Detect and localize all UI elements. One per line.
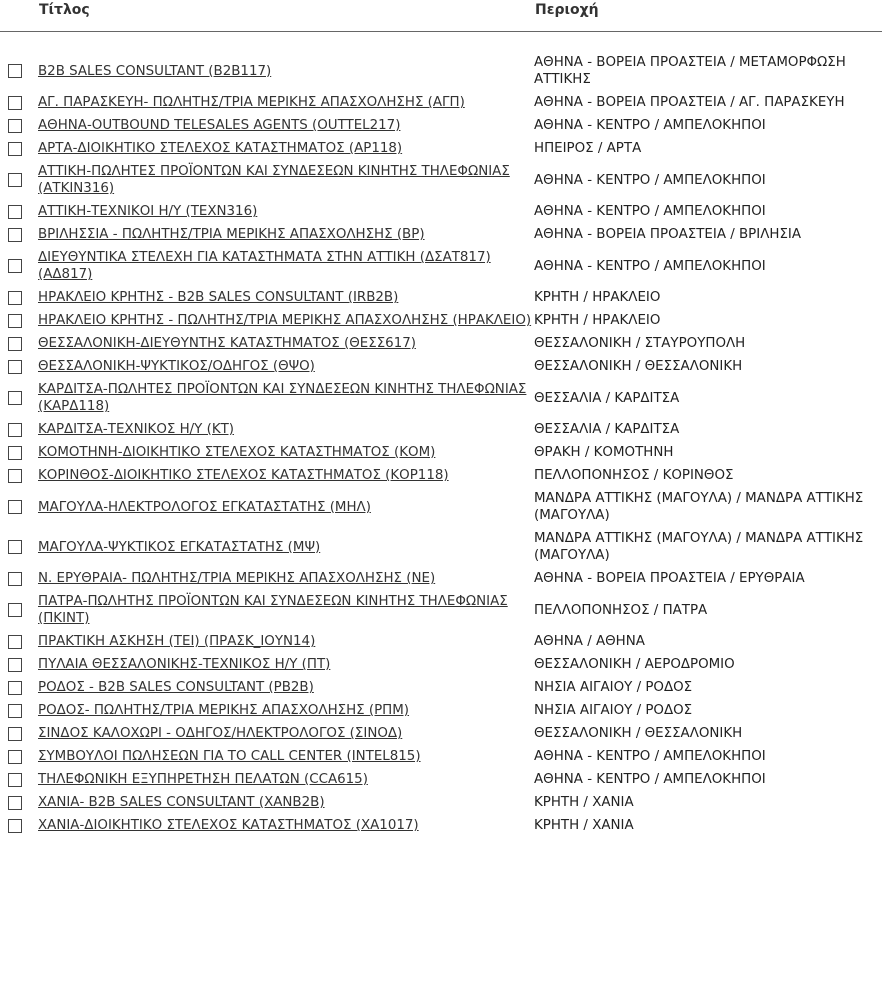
job-region: ΜΑΝΔΡΑ ΑΤΤΙΚΗΣ (ΜΑΓΟΥΛΑ) / ΜΑΝΔΡΑ ΑΤΤΙΚΗΣ (ΜΑΓΟΥΛΑ) — [534, 531, 864, 563]
table-row — [0, 814, 882, 837]
job-region: ΑΘΗΝΑ - ΚΕΝΤΡΟ / ΑΜΠΕΛΟΚΗΠΟΙ — [534, 772, 766, 787]
row-checkbox[interactable] — [8, 259, 22, 273]
job-title-link[interactable]: ΠΡΑΚΤΙΚΗ ΑΣΚΗΣΗ (ΤΕΙ) (ΠΡΑΣΚ_ΙΟΥΝ14) — [38, 634, 316, 649]
job-region: ΘΕΣΣΑΛΟΝΙΚΗ / ΑΕΡΟΔΡΟΜΙΟ — [534, 657, 735, 672]
row-checkbox[interactable] — [8, 142, 22, 156]
job-region: ΚΡΗΤΗ / ΧΑΝΙΑ — [534, 818, 634, 833]
row-checkbox[interactable] — [8, 635, 22, 649]
job-region: ΑΘΗΝΑ - ΒΟΡΕΙΑ ΠΡΟΑΣΤΕΙΑ / ΑΓ. ΠΑΡΑΣΚΕΥΗ — [534, 95, 845, 110]
job-title-link[interactable]: ΑΤΤΙΚΗ-ΠΩΛΗΤΕΣ ΠΡΟΪΟΝΤΩΝ ΚΑΙ ΣΥΝΔΕΣΕΩΝ ΚΙΝΗΤΗΣ ΤΗΛΕΦΩΝΙΑΣ (ΑΤΚΙΝ316) — [38, 164, 510, 196]
job-title-link[interactable]: ΧΑΝΙΑ-ΔΙΟΙΚΗΤΙΚΟ ΣΤΕΛΕΧΟΣ ΚΑΤΑΣΤΗΜΑΤΟΣ (ΧΑ1017) — [38, 818, 419, 833]
job-region: ΑΘΗΝΑ - ΚΕΝΤΡΟ / ΑΜΠΕΛΟΚΗΠΟΙ — [534, 258, 766, 274]
job-title-link[interactable]: ΡΟΔΟΣ - B2B SALES CONSULTANT (ΡΒ2Β) — [38, 680, 314, 695]
job-region: ΗΠΕΙΡΟΣ / ΑΡΤΑ — [534, 141, 642, 156]
row-checkbox[interactable] — [8, 423, 22, 437]
job-region: ΠΕΛΛΟΠΟΝΗΣΟΣ / ΠΑΤΡΑ — [534, 602, 708, 618]
row-checkbox[interactable] — [8, 773, 22, 787]
row-checkbox[interactable] — [8, 337, 22, 351]
table-row — [0, 567, 882, 590]
table-row — [0, 246, 882, 286]
table-row — [0, 200, 882, 223]
row-checkbox[interactable] — [8, 173, 22, 187]
table-row — [0, 464, 882, 487]
row-checkbox[interactable] — [8, 540, 22, 554]
row-checkbox[interactable] — [8, 96, 22, 110]
table-row — [0, 378, 882, 418]
row-checkbox[interactable] — [8, 391, 22, 405]
table-row — [0, 332, 882, 355]
job-title-link[interactable]: ΘΕΣΣΑΛΟΝΙΚΗ-ΔΙΕΥΘΥΝΤΗΣ ΚΑΤΑΣΤΗΜΑΤΟΣ (ΘΕΣΣ617) — [38, 336, 416, 351]
table-row — [0, 676, 882, 699]
table-row — [0, 418, 882, 441]
job-title-link[interactable]: ΧΑΝΙΑ- B2B SALES CONSULTANT (ΧΑΝΒ2Β) — [38, 795, 325, 810]
job-region: ΠΕΛΛΟΠΟΝΗΣΟΣ / ΚΟΡΙΝΘΟΣ — [534, 468, 734, 483]
table-header — [0, 0, 882, 32]
job-title-link[interactable]: ΑΤΤΙΚΗ-ΤΕΧΝΙΚΟΙ Η/Υ (ΤΕΧΝ316) — [38, 204, 258, 219]
job-title-link[interactable]: ΜΑΓΟΥΛΑ-ΨΥΚΤΙΚΟΣ ΕΓΚΑΤΑΣΤΑΤΗΣ (ΜΨ) — [38, 539, 321, 555]
table-row — [0, 91, 882, 114]
job-region: ΚΡΗΤΗ / ΗΡΑΚΛΕΙΟ — [534, 313, 661, 328]
job-region: ΑΘΗΝΑ - ΒΟΡΕΙΑ ΠΡΟΑΣΤΕΙΑ / ΜΕΤΑΜΟΡΦΩΣΗ ΑΤΤΙΚΗΣ — [534, 55, 846, 87]
table-row — [0, 309, 882, 332]
job-title-link[interactable]: ΣΥΜΒΟΥΛΟΙ ΠΩΛΗΣΕΩΝ ΓΙΑ ΤΟ CALL CENTER (INTEL815) — [38, 749, 421, 764]
row-checkbox[interactable] — [8, 314, 22, 328]
table-row — [0, 137, 882, 160]
job-title-link[interactable]: ΤΗΛΕΦΩΝΙΚΗ ΕΞΥΠΗΡΕΤΗΣΗ ΠΕΛΑΤΩΝ (CCA615) — [38, 772, 368, 787]
table-row — [0, 487, 882, 527]
job-title-link[interactable]: ΚΟΜΟΤΗΝΗ-ΔΙΟΙΚΗΤΙΚΟ ΣΤΕΛΕΧΟΣ ΚΑΤΑΣΤΗΜΑΤΟΣ (ΚΟΜ) — [38, 445, 436, 460]
table-row — [0, 768, 882, 791]
job-region: ΚΡΗΤΗ / ΗΡΑΚΛΕΙΟ — [534, 290, 661, 305]
row-checkbox[interactable] — [8, 228, 22, 242]
row-checkbox[interactable] — [8, 119, 22, 133]
job-title-link[interactable]: ΒΡΙΛΗΣΣΙΑ - ΠΩΛΗΤΗΣ/ΤΡΙΑ ΜΕΡΙΚΗΣ ΑΠΑΣΧΟΛΗΣΗΣ (ΒΡ) — [38, 227, 425, 242]
job-title-link[interactable]: ΣΙΝΔΟΣ ΚΑΛΟΧΩΡΙ - ΟΔΗΓΟΣ/ΗΛΕΚΤΡΟΛΟΓΟΣ (ΣΙΝΟΔ) — [38, 726, 403, 741]
table-row — [0, 722, 882, 745]
table-row — [0, 527, 882, 567]
job-title-link[interactable]: ΗΡΑΚΛΕΙΟ ΚΡΗΤΗΣ - ΠΩΛΗΤΗΣ/ΤΡΙΑ ΜΕΡΙΚΗΣ ΑΠΑΣΧΟΛΗΣΗΣ (ΗΡΑΚΛΕΙΟ) — [38, 313, 532, 328]
row-checkbox[interactable] — [8, 469, 22, 483]
job-title-link[interactable]: ΠΑΤΡΑ-ΠΩΛΗΤΗΣ ΠΡΟΪΟΝΤΩΝ ΚΑΙ ΣΥΝΔΕΣΕΩΝ ΚΙΝΗΤΗΣ ΤΗΛΕΦΩΝΙΑΣ (ΠΚΙΝΤ) — [38, 594, 508, 626]
job-region: ΘΕΣΣΑΛΙΑ / ΚΑΡΔΙΤΣΑ — [534, 422, 680, 437]
table-row — [0, 441, 882, 464]
job-title-link[interactable]: B2B SALES CONSULTANT (B2B117) — [38, 63, 272, 79]
job-region: ΑΘΗΝΑ - ΚΕΝΤΡΟ / ΑΜΠΕΛΟΚΗΠΟΙ — [534, 749, 766, 764]
job-region: ΑΘΗΝΑ - ΚΕΝΤΡΟ / ΑΜΠΕΛΟΚΗΠΟΙ — [534, 204, 766, 219]
job-region: ΘΡΑΚΗ / ΚΟΜΟΤΗΝΗ — [534, 445, 674, 460]
job-region: ΝΗΣΙΑ ΑΙΓΑΙΟΥ / ΡΟΔΟΣ — [534, 680, 693, 695]
job-title-link[interactable]: ΗΡΑΚΛΕΙΟ ΚΡΗΤΗΣ - B2B SALES CONSULTANT (IRB2B) — [38, 290, 399, 305]
job-region: ΑΘΗΝΑ - ΒΟΡΕΙΑ ΠΡΟΑΣΤΕΙΑ / ΒΡΙΛΗΣΙΑ — [534, 227, 802, 242]
job-title-link[interactable]: ΑΓ. ΠΑΡΑΣΚΕΥΗ- ΠΩΛΗΤΗΣ/ΤΡΙΑ ΜΕΡΙΚΗΣ ΑΠΑΣΧΟΛΗΣΗΣ (ΑΓΠ) — [38, 95, 465, 110]
job-title-link[interactable]: ΔΙΕΥΘΥΝΤΙΚΑ ΣΤΕΛΕΧΗ ΓΙΑ ΚΑΤΑΣΤΗΜΑΤΑ ΣΤΗΝ ΑΤΤΙΚΗ (ΔΣΑΤ817) (ΑΔ817) — [38, 250, 491, 282]
row-checkbox[interactable] — [8, 446, 22, 460]
table-row — [0, 114, 882, 137]
row-checkbox[interactable] — [8, 750, 22, 764]
row-checkbox[interactable] — [8, 572, 22, 586]
job-title-link[interactable]: ΡΟΔΟΣ- ΠΩΛΗΤΗΣ/ΤΡΙΑ ΜΕΡΙΚΗΣ ΑΠΑΣΧΟΛΗΣΗΣ (ΡΠΜ) — [38, 703, 410, 718]
table-row — [0, 653, 882, 676]
job-region: ΚΡΗΤΗ / ΧΑΝΙΑ — [534, 795, 634, 810]
row-checkbox[interactable] — [8, 681, 22, 695]
table-row — [0, 699, 882, 722]
job-region: ΑΘΗΝΑ - ΚΕΝΤΡΟ / ΑΜΠΕΛΟΚΗΠΟΙ — [534, 172, 766, 188]
job-region: ΘΕΣΣΑΛΟΝΙΚΗ / ΘΕΣΣΑΛΟΝΙΚΗ — [534, 726, 743, 741]
column-header-title: Τίτλος — [39, 2, 90, 18]
row-checkbox[interactable] — [8, 291, 22, 305]
job-region: ΑΘΗΝΑ - ΚΕΝΤΡΟ / ΑΜΠΕΛΟΚΗΠΟΙ — [534, 118, 766, 133]
row-checkbox[interactable] — [8, 796, 22, 810]
table-row — [0, 160, 882, 200]
row-checkbox[interactable] — [8, 727, 22, 741]
table-row — [0, 630, 882, 653]
column-header-region: Περιοχή — [535, 2, 599, 18]
job-region: ΝΗΣΙΑ ΑΙΓΑΙΟΥ / ΡΟΔΟΣ — [534, 703, 693, 718]
job-region: ΘΕΣΣΑΛΟΝΙΚΗ / ΣΤΑΥΡΟΥΠΟΛΗ — [534, 336, 746, 351]
table-row — [0, 745, 882, 768]
row-checkbox[interactable] — [8, 500, 22, 514]
job-title-link[interactable]: ΚΑΡΔΙΤΣΑ-ΠΩΛΗΤΕΣ ΠΡΟΪΟΝΤΩΝ ΚΑΙ ΣΥΝΔΕΣΕΩΝ ΚΙΝΗΤΗΣ ΤΗΛΕΦΩΝΙΑΣ (ΚΑΡΔ118) — [38, 382, 527, 414]
row-checkbox[interactable] — [8, 360, 22, 374]
job-region: ΑΘΗΝΑ / ΑΘΗΝΑ — [534, 634, 645, 649]
row-checkbox[interactable] — [8, 704, 22, 718]
job-title-link[interactable]: ΘΕΣΣΑΛΟΝΙΚΗ-ΨΥΚΤΙΚΟΣ/ΟΔΗΓΟΣ (ΘΨΟ) — [38, 359, 315, 374]
table-row — [0, 223, 882, 246]
table-row — [0, 791, 882, 814]
table-row — [0, 590, 882, 630]
table-row — [0, 51, 882, 91]
job-region: ΑΘΗΝΑ - ΒΟΡΕΙΑ ΠΡΟΑΣΤΕΙΑ / ΕΡΥΘΡΑΙΑ — [534, 571, 805, 586]
job-region: ΘΕΣΣΑΛΟΝΙΚΗ / ΘΕΣΣΑΛΟΝΙΚΗ — [534, 359, 743, 374]
job-title-link[interactable]: ΚΑΡΔΙΤΣΑ-ΤΕΧΝΙΚΟΣ Η/Υ (ΚΤ) — [38, 422, 235, 437]
job-title-link[interactable]: ΑΘΗΝΑ-OUTBOUND TELESALES AGENTS (OUTTEL217) — [38, 118, 401, 133]
row-checkbox[interactable] — [8, 658, 22, 672]
job-region: ΜΑΝΔΡΑ ΑΤΤΙΚΗΣ (ΜΑΓΟΥΛΑ) / ΜΑΝΔΡΑ ΑΤΤΙΚΗΣ (ΜΑΓΟΥΛΑ) — [534, 491, 864, 523]
row-checkbox[interactable] — [8, 205, 22, 219]
job-title-link[interactable]: ΑΡΤΑ-ΔΙΟΙΚΗΤΙΚΟ ΣΤΕΛΕΧΟΣ ΚΑΤΑΣΤΗΜΑΤΟΣ (ΑΡ118) — [38, 141, 403, 156]
job-title-link[interactable]: ΠΥΛΑΙΑ ΘΕΣΣΑΛΟΝΙΚΗΣ-ΤΕΧΝΙΚΟΣ Η/Υ (ΠΤ) — [38, 657, 331, 672]
table-row — [0, 355, 882, 378]
job-title-link[interactable]: ΜΑΓΟΥΛΑ-ΗΛΕΚΤΡΟΛΟΓΟΣ ΕΓΚΑΤΑΣΤΑΤΗΣ (ΜΗΛ) — [38, 499, 371, 515]
job-title-link[interactable]: Ν. ΕΡΥΘΡΑΙΑ- ΠΩΛΗΤΗΣ/ΤΡΙΑ ΜΕΡΙΚΗΣ ΑΠΑΣΧΟΛΗΣΗΣ (ΝΕ) — [38, 571, 436, 586]
job-region: ΘΕΣΣΑΛΙΑ / ΚΑΡΔΙΤΣΑ — [534, 390, 680, 406]
job-list — [0, 51, 882, 837]
job-title-link[interactable]: ΚΟΡΙΝΘΟΣ-ΔΙΟΙΚΗΤΙΚΟ ΣΤΕΛΕΧΟΣ ΚΑΤΑΣΤΗΜΑΤΟΣ (ΚΟΡ118) — [38, 468, 449, 483]
row-checkbox[interactable] — [8, 819, 22, 833]
table-row — [0, 286, 882, 309]
row-checkbox[interactable] — [8, 64, 22, 78]
row-checkbox[interactable] — [8, 603, 22, 617]
